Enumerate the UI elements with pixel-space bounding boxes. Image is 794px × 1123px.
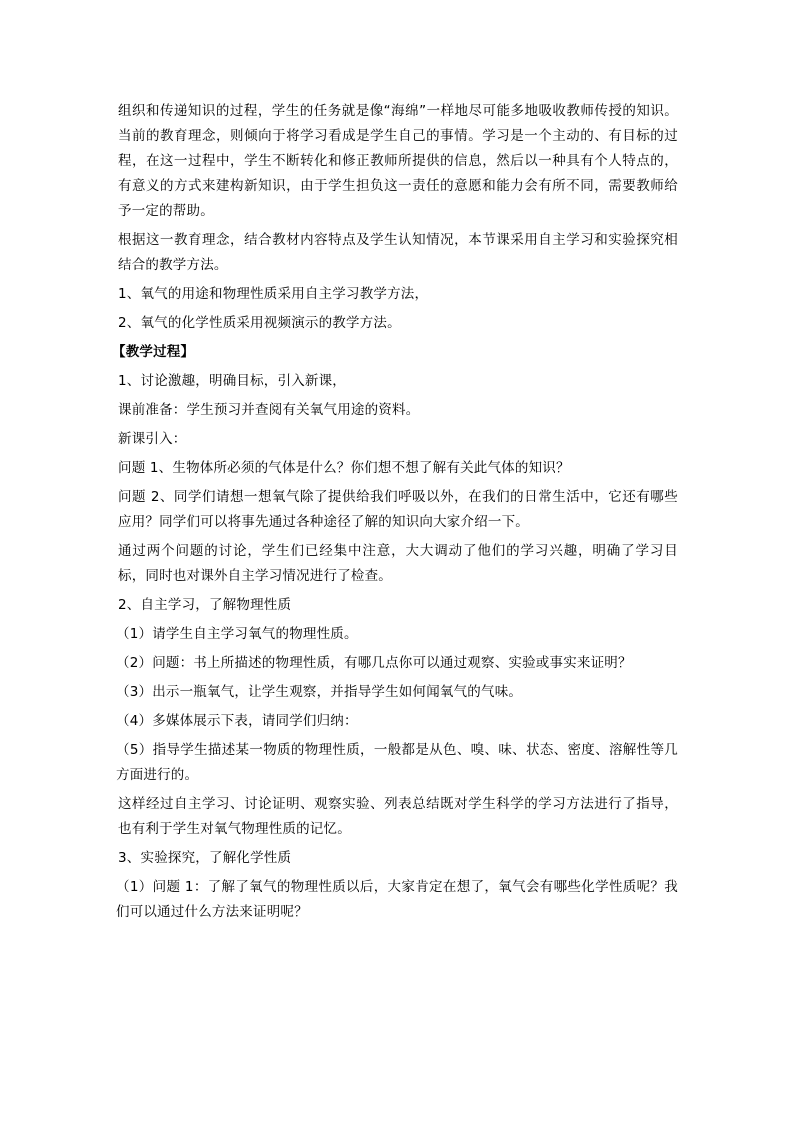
process-step-2-summary: 这样经过自主学习、讨论证明、观察实验、列表总结既对学生科学的学习方法进行了指导，也有利于学生对氧气物理性质的记忆。 bbox=[118, 796, 678, 837]
process-item-2-4: （4）多媒体展示下表，请同学们归纳： bbox=[116, 713, 358, 729]
process-item-3-1: （1）问题 1：了解了氧气的物理性质以后，大家肯定在想了，氧气会有哪些化学性质呢？我们可以通过什么方法来证明呢？ bbox=[116, 879, 678, 920]
paragraph-intro: 组织和传递知识的过程，学生的任务就是像“海绵”一样地尽可能多地吸收教师传授的知识。当前的教育理念，则倾向于将学习看成是学生自己的事情。学习是一个主动的、有目标的过程，在这一过程中，学生不断转化和修正教师所提供的信息，然后以一种具有个人特点的，有意义的方式来建构新知识，由于学生担负这一责任的意愿和能力会有所不同，需要教师给予一定的帮助。 bbox=[118, 103, 678, 219]
process-intro-label: 新课引入： bbox=[118, 431, 187, 447]
process-question-2: 问题 2、同学们请想一想氧气除了提供给我们呼吸以外，在我们的日常生活中，它还有哪些应用？同学们可以将事先通过各种途径了解的知识向大家介绍一下。 bbox=[118, 489, 678, 530]
process-item-2-5: （5）指导学生描述某一物质的物理性质，一般都是从色、嗅、味、状态、密度、溶解性等几方面进行的。 bbox=[116, 742, 678, 783]
process-step-2: 2、自主学习，了解物理性质 bbox=[118, 597, 292, 613]
paragraph-method: 根据这一教育理念，结合教材内容特点及学生认知情况，本节课采用自主学习和实验探究相结合的教学方法。 bbox=[118, 232, 678, 273]
document-body bbox=[112, 99, 678, 929]
process-preparation: 课前准备：学生预习并查阅有关氧气用途的资料。 bbox=[118, 402, 420, 418]
process-item-2-1: （1）请学生自主学习氧气的物理性质。 bbox=[116, 626, 358, 642]
process-question-1: 问题 1、生物体所必须的气体是什么？你们想不想了解有关此气体的知识？ bbox=[118, 460, 570, 476]
process-item-2-3: （3）出示一瓶氧气，让学生观察，并指导学生如何闻氧气的气味。 bbox=[116, 684, 523, 700]
process-item-2-2: （2）问题：书上所描述的物理性质，有哪几点你可以通过观察、实验或事实来证明？ bbox=[116, 655, 632, 671]
process-discussion-summary: 通过两个问题的讨论，学生们已经集中注意，大大调动了他们的学习兴趣，明确了学习目标，同时也对课外自主学习情况进行了检查。 bbox=[118, 543, 678, 584]
process-step-3: 3、实验探究，了解化学性质 bbox=[118, 850, 292, 866]
process-step-1: 1、讨论激趣，明确目标，引入新课， bbox=[118, 373, 346, 389]
section-heading-teaching-process: 【教学过程】 bbox=[112, 344, 195, 360]
paragraph-method-2: 2、氧气的化学性质采用视频演示的教学方法。 bbox=[118, 315, 401, 331]
paragraph-method-1: 1、氧气的用途和物理性质采用自主学习教学方法， bbox=[118, 286, 429, 302]
